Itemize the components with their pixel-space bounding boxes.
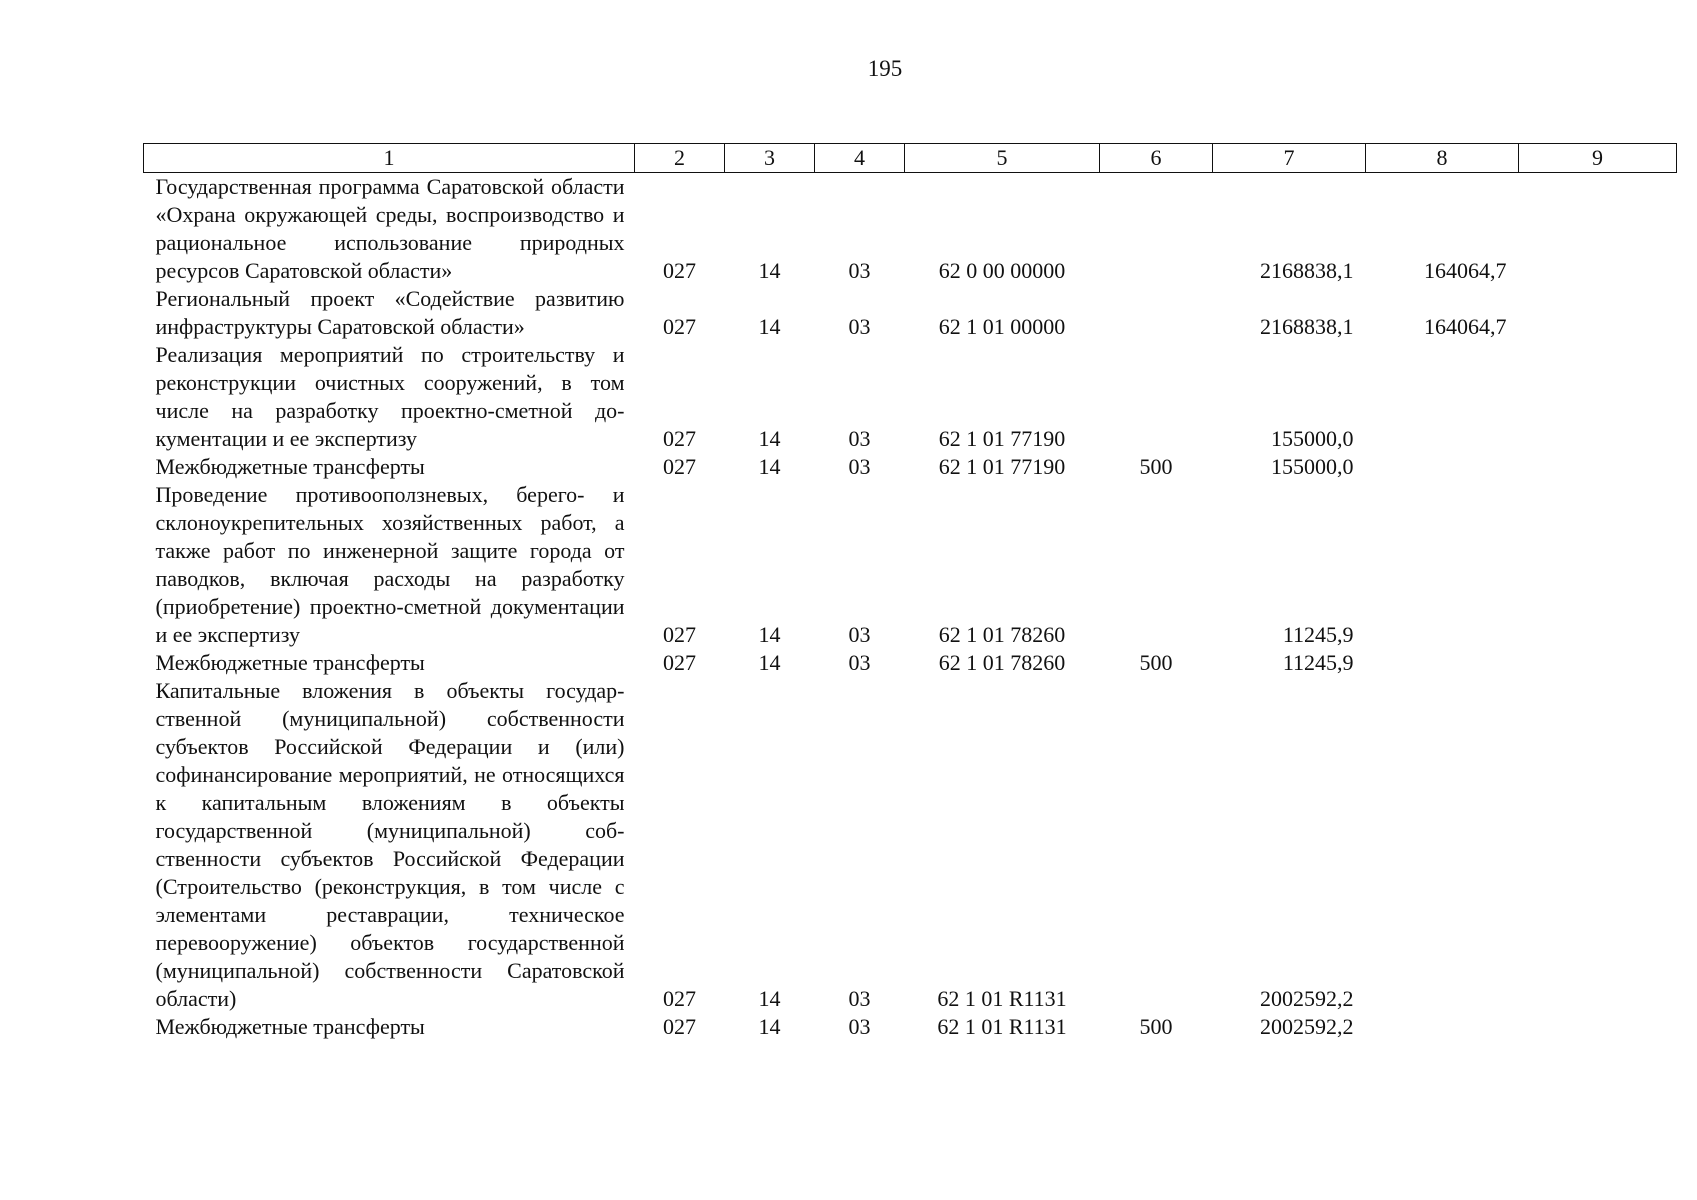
expense-type-code — [1100, 285, 1213, 341]
table-row — [144, 677, 1677, 1013]
row-name: Региональный проект «Содействие развитию инфраструктуры Саратовской области» — [155, 286, 625, 339]
section-code: 14 — [758, 622, 781, 647]
row-name: Государственная программа Саратовской области «Охрана окружающей среды, воспроизводство и рациональное использование природных ресурсов Саратовской области» — [155, 174, 625, 283]
table-row — [144, 649, 1677, 677]
row-name: Межбюджетные трансферты — [155, 650, 425, 675]
column-header-6: 6 — [1100, 144, 1213, 173]
target-article-code: 62 1 01 78260 — [938, 622, 1066, 647]
table-row — [144, 341, 1677, 453]
amount-col7: 11245,9 — [1282, 650, 1354, 675]
amount-col8 — [1366, 453, 1519, 481]
amount-col8 — [1366, 341, 1519, 453]
row-name: Реализация мероприятий по строительству и реконструкции очистных сооружений, в том числе на разработку проектно-сметной документации и ее экспертизу — [155, 342, 625, 451]
amount-col9 — [1519, 649, 1677, 677]
section-code: 14 — [758, 454, 781, 479]
amount-col9 — [1519, 481, 1677, 649]
expense-type-code — [1100, 481, 1213, 649]
target-article-code: 62 1 01 R1131 — [937, 986, 1067, 1011]
column-header-4: 4 — [815, 144, 905, 173]
column-header-2: 2 — [635, 144, 725, 173]
column-header-7: 7 — [1213, 144, 1366, 173]
admin-code: 027 — [663, 622, 696, 647]
amount-col8 — [1366, 1013, 1519, 1041]
page-number: 195 — [867, 56, 903, 81]
expense-type-code — [1100, 341, 1213, 453]
subsection-code: 03 — [848, 426, 871, 451]
table-header — [144, 144, 1677, 173]
table-row — [144, 453, 1677, 481]
expense-type-code: 500 — [1139, 650, 1173, 675]
table-row — [144, 1013, 1677, 1041]
subsection-code: 03 — [848, 454, 871, 479]
row-name: Капитальные вложения в объекты государственной (муниципальной) собственности субъектов Российской Федерации и (или) софинансирование мероприятий, не относящихся к капитальным вложениям в объекты государственной (муниципальной) собственности субъектов Российской Федерации (Строительство (реконструкция, в том числе с элементами реставрации, техническое перевооружение) объектов государственной (муниципальной) собственности Саратовской области) — [155, 678, 625, 1011]
table-body — [144, 173, 1677, 1042]
subsection-code: 03 — [848, 986, 871, 1011]
budget-table — [143, 143, 1677, 1041]
subsection-code: 03 — [848, 650, 871, 675]
amount-col7: 2002592,2 — [1260, 1014, 1354, 1039]
target-article-code: 62 1 01 R1131 — [937, 1014, 1067, 1039]
section-code: 14 — [758, 426, 781, 451]
table-row — [144, 173, 1677, 286]
target-article-code: 62 0 00 00000 — [938, 258, 1066, 283]
amount-col9 — [1519, 677, 1677, 1013]
amount-col9 — [1519, 453, 1677, 481]
admin-code: 027 — [663, 1014, 696, 1039]
column-header-8: 8 — [1366, 144, 1519, 173]
amount-col9 — [1519, 173, 1677, 286]
admin-code: 027 — [663, 454, 696, 479]
column-header-5: 5 — [905, 144, 1100, 173]
section-code: 14 — [758, 1014, 781, 1039]
expense-type-code — [1100, 173, 1213, 286]
column-header-9: 9 — [1519, 144, 1677, 173]
amount-col7: 155000,0 — [1271, 454, 1354, 479]
amount-col9 — [1519, 285, 1677, 341]
section-code: 14 — [758, 650, 781, 675]
amount-col8 — [1366, 677, 1519, 1013]
amount-col8: 164064,7 — [1424, 258, 1507, 283]
amount-col9 — [1519, 341, 1677, 453]
amount-col7: 155000,0 — [1271, 426, 1354, 451]
column-header-1: 1 — [144, 144, 635, 173]
target-article-code: 62 1 01 00000 — [938, 314, 1066, 339]
column-header-3: 3 — [725, 144, 815, 173]
section-code: 14 — [758, 258, 781, 283]
subsection-code: 03 — [848, 314, 871, 339]
amount-col7: 2168838,1 — [1260, 314, 1354, 339]
admin-code: 027 — [663, 986, 696, 1011]
amount-col7: 2002592,2 — [1260, 986, 1354, 1011]
amount-col7: 2168838,1 — [1260, 258, 1354, 283]
row-name: Межбюджетные трансферты — [155, 1014, 425, 1039]
amount-col8 — [1366, 481, 1519, 649]
header-row — [144, 144, 1677, 173]
table-row — [144, 481, 1677, 649]
admin-code: 027 — [663, 650, 696, 675]
row-name: Межбюджетные трансферты — [155, 454, 425, 479]
subsection-code: 03 — [848, 258, 871, 283]
table-row — [144, 285, 1677, 341]
expense-type-code: 500 — [1139, 1014, 1173, 1039]
admin-code: 027 — [663, 426, 696, 451]
expense-type-code — [1100, 677, 1213, 1013]
amount-col8: 164064,7 — [1424, 314, 1507, 339]
section-code: 14 — [758, 314, 781, 339]
subsection-code: 03 — [848, 622, 871, 647]
target-article-code: 62 1 01 77190 — [938, 454, 1066, 479]
amount-col9 — [1519, 1013, 1677, 1041]
admin-code: 027 — [663, 258, 696, 283]
target-article-code: 62 1 01 78260 — [938, 650, 1066, 675]
amount-col7: 11245,9 — [1282, 622, 1354, 647]
amount-col8 — [1366, 649, 1519, 677]
target-article-code: 62 1 01 77190 — [938, 426, 1066, 451]
row-name: Проведение противооползневых, берего- и склоноукрепительных хозяйственных работ, а также работ по инженерной защите города от паводков, включая расходы на разработку (приобретение) проектно-сметной документации и ее экспертизу — [155, 482, 625, 647]
section-code: 14 — [758, 986, 781, 1011]
subsection-code: 03 — [848, 1014, 871, 1039]
admin-code: 027 — [663, 314, 696, 339]
expense-type-code: 500 — [1139, 454, 1173, 479]
